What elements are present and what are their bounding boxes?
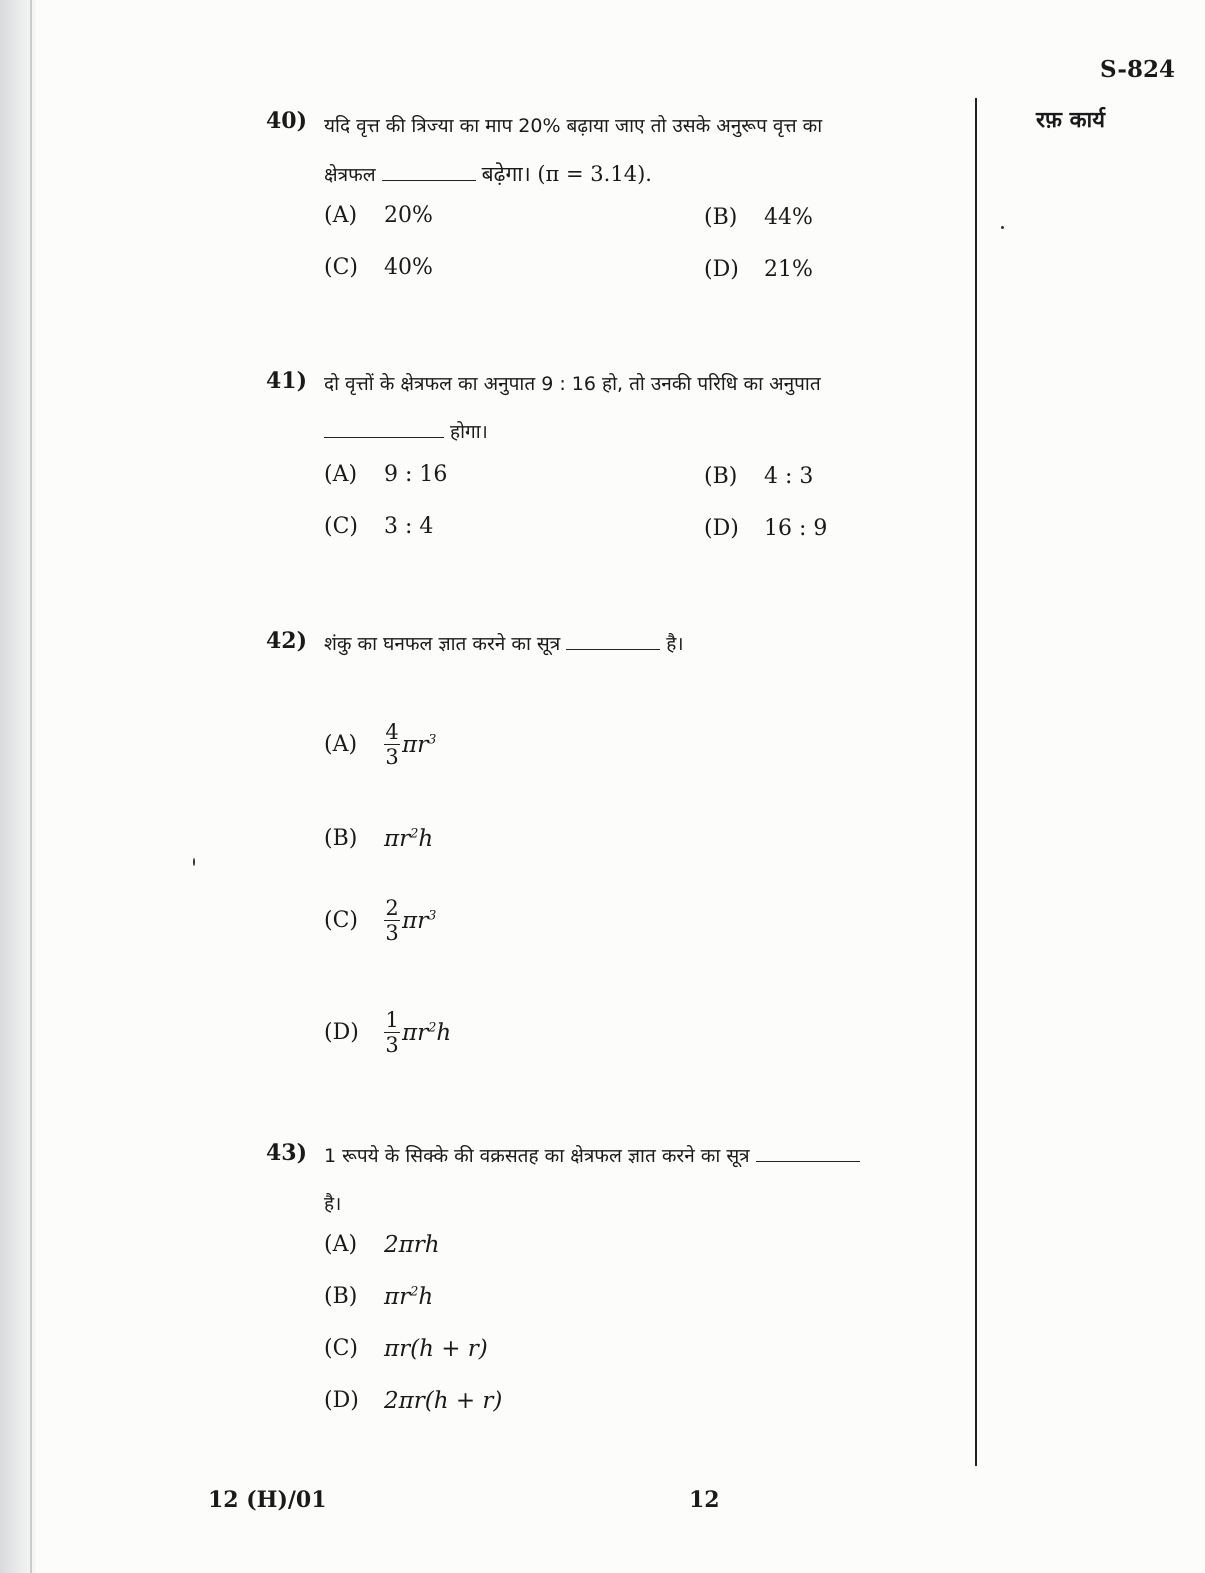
option-a[interactable]: (A) 9 : 16 [324,462,448,487]
question-text-prefix: शंकु का घनफल ज्ञात करने का सूत्र [324,633,561,655]
question-text [324,102,970,199]
fraction: $\frac{2}{3}$ [385,896,399,945]
question-number: 43) [266,1140,308,1166]
question-text [324,620,970,668]
fraction: $\frac{4}{3}$ [385,720,399,769]
option-a[interactable]: (A) 20% [324,203,433,228]
formula: $\pi r^3$ [402,731,437,758]
option-c[interactable]: (C) 3 : 4 [324,514,434,539]
question-number: 41) [266,368,308,394]
option-c[interactable]: (C) πr(h + r) [324,1336,488,1362]
fraction: $\frac{1}{3}$ [385,1008,399,1057]
speck [1001,226,1004,229]
answer-blank [382,164,476,181]
question-number: 42) [266,628,308,654]
formula: $\pi r^2h$ [402,1019,452,1046]
option-a[interactable]: (A) 2πrh [324,1232,440,1258]
question-40 [266,102,970,282]
option-d[interactable]: (D) 21% [704,257,813,282]
question-text-line [324,620,970,668]
option-b[interactable]: (B) $\pi r^2h$ [324,826,434,852]
page-number: 12 [689,1487,720,1513]
formula: $\pi r^2h$ [384,1284,434,1310]
footer-code: 12 (H)/01 [208,1487,327,1513]
option-d[interactable]: (D) $\frac{1}{3}$ $\pi r^2h$ [324,1008,452,1057]
question-text-line: यदि वृत्त की त्रिज्या का माप 20% बढ़ाया जाए तो उसके अनुरूप वृत्त का [324,115,823,137]
option-a[interactable]: (A) $\frac{4}{3}$ $\pi r^3$ [324,720,437,769]
option-d[interactable]: (D) 16 : 9 [704,516,828,541]
question-42 [266,620,970,1057]
question-text-suffix: है। [666,633,684,655]
answer-blank [324,421,444,438]
question-text-prefix: क्षेत्रफल [324,164,376,186]
speck [193,858,195,866]
question-number: 40) [266,108,308,134]
answer-blank [566,633,660,650]
question-text-line [324,1132,970,1180]
paper-code: S-824 [1099,56,1175,83]
option-c[interactable]: (C) $\frac{2}{3}$ $\pi r^3$ [324,896,437,945]
option-c[interactable]: (C) 40% [324,255,433,280]
option-b[interactable]: (B) 4 : 3 [704,464,814,489]
question-text-line: दो वृत्तों के क्षेत्रफल का अनुपात 9 : 16 हो, तो उनकी परिधि का अनुपात [324,373,821,395]
rough-work-divider [975,98,977,1466]
rough-work-label: रफ़ कार्य [1036,108,1105,133]
option-b[interactable]: (B) $\pi r^2h$ [324,1284,434,1310]
question-text-suffix: होगा। [450,421,488,443]
page-edge-line [30,0,32,1573]
question-text-line [324,408,970,456]
question-43 [266,1132,970,1414]
question-41 [266,360,970,541]
formula: $\pi r^2h$ [384,826,434,852]
question-text-suffix: बढ़ेगा। (π = 3.14). [481,162,652,186]
question-text-line: है। [324,1193,342,1215]
question-text [324,360,970,456]
option-d[interactable]: (D) 2πr(h + r) [324,1388,503,1414]
question-text-line [324,150,970,199]
question-text-prefix: 1 रूपये के सिक्के की वक्रसतह का क्षेत्रफल ज्ञात करने का सूत्र [324,1145,750,1167]
option-b[interactable]: (B) 44% [704,205,813,230]
question-text [324,1132,970,1228]
answer-blank [756,1145,860,1162]
formula: $\pi r^3$ [402,907,437,934]
